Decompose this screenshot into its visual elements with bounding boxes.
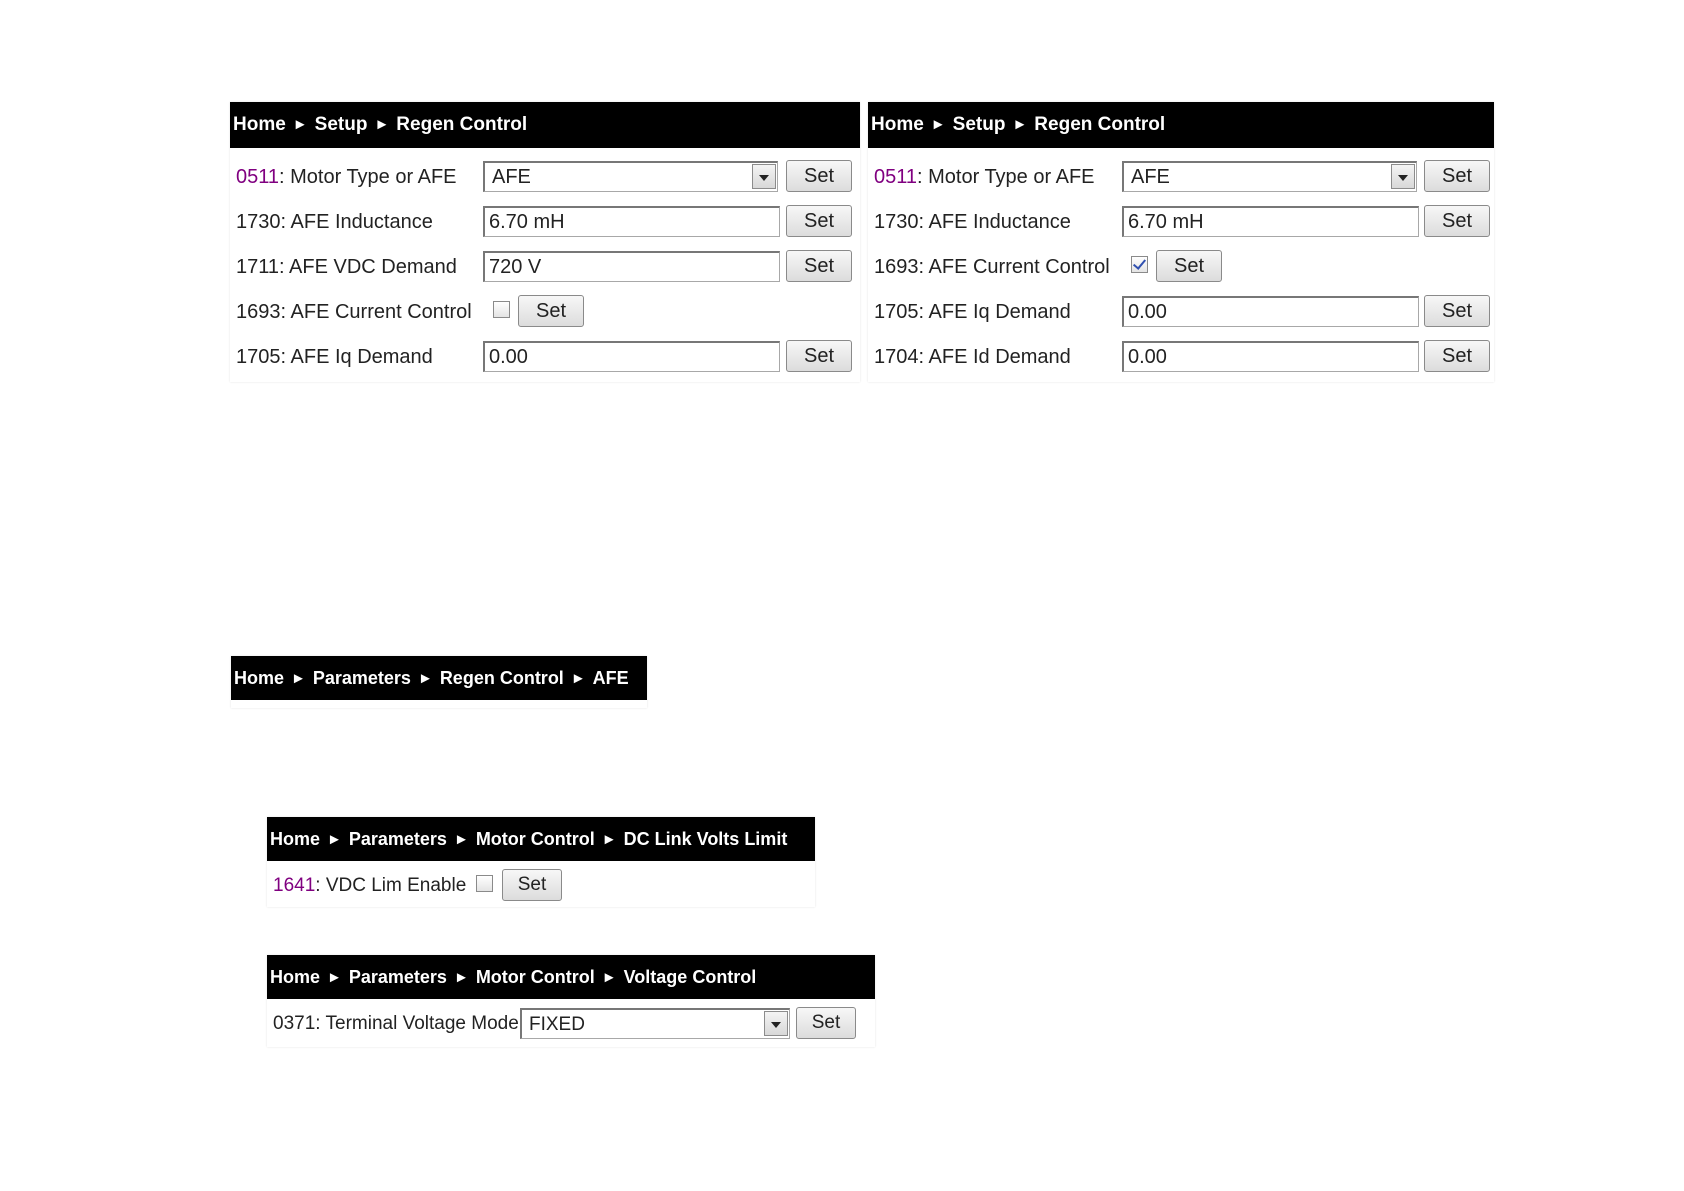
afe-id-demand-input[interactable]: 0.00 xyxy=(1122,341,1419,372)
breadcrumb-voltage-control: Voltage Control xyxy=(623,967,757,987)
afe-iq-demand-input[interactable]: 0.00 xyxy=(483,341,780,372)
param-label: 1730: AFE Inductance xyxy=(236,211,433,233)
breadcrumb-separator-icon: ► xyxy=(570,670,586,687)
dc-link-volts-limit-panel xyxy=(267,817,815,907)
param-label: 1705: AFE Iq Demand xyxy=(874,301,1071,323)
breadcrumb xyxy=(231,656,647,700)
regen-control-panel-left xyxy=(230,102,860,382)
breadcrumb-motor-control[interactable]: Motor Control xyxy=(475,967,595,987)
breadcrumb xyxy=(267,955,875,999)
breadcrumb-home[interactable]: Home xyxy=(871,114,924,135)
select-value: FIXED xyxy=(529,1014,585,1035)
breadcrumb-motor-control[interactable]: Motor Control xyxy=(475,829,595,849)
breadcrumb-separator-icon: ► xyxy=(453,831,469,848)
param-label: 0371: Terminal Voltage Mode xyxy=(273,1013,519,1034)
param-row-1711 xyxy=(230,250,860,284)
param-label: 1641: VDC Lim Enable xyxy=(273,875,467,896)
param-number-link[interactable]: 0511 xyxy=(236,166,280,188)
vdc-lim-enable-checkbox[interactable] xyxy=(476,875,493,892)
breadcrumb xyxy=(267,817,815,861)
set-button[interactable]: Set xyxy=(518,295,584,327)
afe-inductance-input[interactable]: 6.70 mH xyxy=(483,206,780,237)
motor-type-select[interactable] xyxy=(483,161,778,192)
set-button[interactable]: Set xyxy=(1424,295,1490,327)
param-row-0371 xyxy=(267,1007,875,1041)
breadcrumb-setup[interactable]: Setup xyxy=(314,114,368,135)
set-button[interactable]: Set xyxy=(502,869,562,901)
breadcrumb-separator-icon: ► xyxy=(327,831,342,848)
breadcrumb-separator-icon: ► xyxy=(601,969,617,986)
breadcrumb-separator-icon: ► xyxy=(453,969,469,986)
breadcrumb-parameters[interactable]: Parameters xyxy=(312,668,411,688)
breadcrumb-setup[interactable]: Setup xyxy=(952,114,1006,135)
set-button[interactable]: Set xyxy=(1424,205,1490,237)
breadcrumb-separator-icon: ► xyxy=(291,670,306,687)
breadcrumb-afe: AFE xyxy=(592,668,629,688)
param-row-1641 xyxy=(267,869,815,903)
breadcrumb-separator-icon: ► xyxy=(292,116,308,133)
afe-current-control-checkbox[interactable] xyxy=(1131,256,1148,273)
set-button[interactable]: Set xyxy=(1424,160,1490,192)
breadcrumb-regen-control: Regen Control xyxy=(396,114,528,135)
afe-panel xyxy=(231,656,647,708)
regen-control-panel-right xyxy=(868,102,1494,382)
param-row-0511 xyxy=(868,160,1494,194)
param-row-0511 xyxy=(230,160,860,194)
set-button[interactable]: Set xyxy=(786,250,852,282)
param-label: 1711: AFE VDC Demand xyxy=(236,256,457,278)
afe-iq-demand-input[interactable]: 0.00 xyxy=(1122,296,1419,327)
breadcrumb xyxy=(868,102,1494,148)
breadcrumb-separator-icon: ► xyxy=(374,116,390,133)
terminal-voltage-mode-select[interactable] xyxy=(520,1008,790,1039)
breadcrumb-home[interactable]: Home xyxy=(270,829,321,849)
param-number-link[interactable]: 1641 xyxy=(273,875,316,896)
breadcrumb-home[interactable]: Home xyxy=(270,967,321,987)
param-row-1693 xyxy=(230,295,860,329)
breadcrumb-parameters[interactable]: Parameters xyxy=(348,829,447,849)
breadcrumb-dc-link-volts-limit: DC Link Volts Limit xyxy=(623,829,788,849)
breadcrumb-separator-icon: ► xyxy=(327,969,342,986)
motor-type-select[interactable] xyxy=(1122,161,1417,192)
param-number-link[interactable]: 0511 xyxy=(874,166,918,188)
set-button[interactable]: Set xyxy=(786,205,852,237)
chevron-down-icon[interactable] xyxy=(1391,164,1415,189)
chevron-down-icon[interactable] xyxy=(752,164,776,189)
breadcrumb-regen-control: Regen Control xyxy=(1034,114,1166,135)
breadcrumb-home[interactable]: Home xyxy=(234,668,285,688)
param-label: 1704: AFE Id Demand xyxy=(874,346,1071,368)
param-row-1705 xyxy=(230,340,860,374)
param-row-1730 xyxy=(230,205,860,239)
breadcrumb-separator-icon: ► xyxy=(601,831,617,848)
param-label: 0511: Motor Type or AFE xyxy=(236,166,457,188)
param-label: 0511: Motor Type or AFE xyxy=(874,166,1095,188)
breadcrumb-parameters[interactable]: Parameters xyxy=(348,967,447,987)
param-row-1730 xyxy=(868,205,1494,239)
param-row-1693 xyxy=(868,250,1494,284)
param-row-1705 xyxy=(868,295,1494,329)
param-label: 1693: AFE Current Control xyxy=(874,256,1110,278)
set-button[interactable]: Set xyxy=(786,340,852,372)
select-value: AFE xyxy=(1131,166,1170,188)
param-row-1704 xyxy=(868,340,1494,374)
set-button[interactable]: Set xyxy=(786,160,852,192)
afe-current-control-checkbox[interactable] xyxy=(493,301,510,318)
set-button[interactable]: Set xyxy=(796,1007,856,1039)
chevron-down-icon[interactable] xyxy=(764,1011,788,1036)
breadcrumb-separator-icon: ► xyxy=(417,670,433,687)
select-value: AFE xyxy=(492,166,531,188)
breadcrumb-regen-control[interactable]: Regen Control xyxy=(439,668,564,688)
param-label: 1705: AFE Iq Demand xyxy=(236,346,433,368)
breadcrumb-separator-icon: ► xyxy=(1012,116,1028,133)
breadcrumb xyxy=(230,102,860,148)
set-button[interactable]: Set xyxy=(1156,250,1222,282)
voltage-control-panel xyxy=(267,955,875,1047)
afe-inductance-input[interactable]: 6.70 mH xyxy=(1122,206,1419,237)
set-button[interactable]: Set xyxy=(1424,340,1490,372)
param-label: 1693: AFE Current Control xyxy=(236,301,472,323)
afe-vdc-demand-input[interactable]: 720 V xyxy=(483,251,780,282)
breadcrumb-home[interactable]: Home xyxy=(233,114,286,135)
param-label: 1730: AFE Inductance xyxy=(874,211,1071,233)
breadcrumb-separator-icon: ► xyxy=(930,116,946,133)
